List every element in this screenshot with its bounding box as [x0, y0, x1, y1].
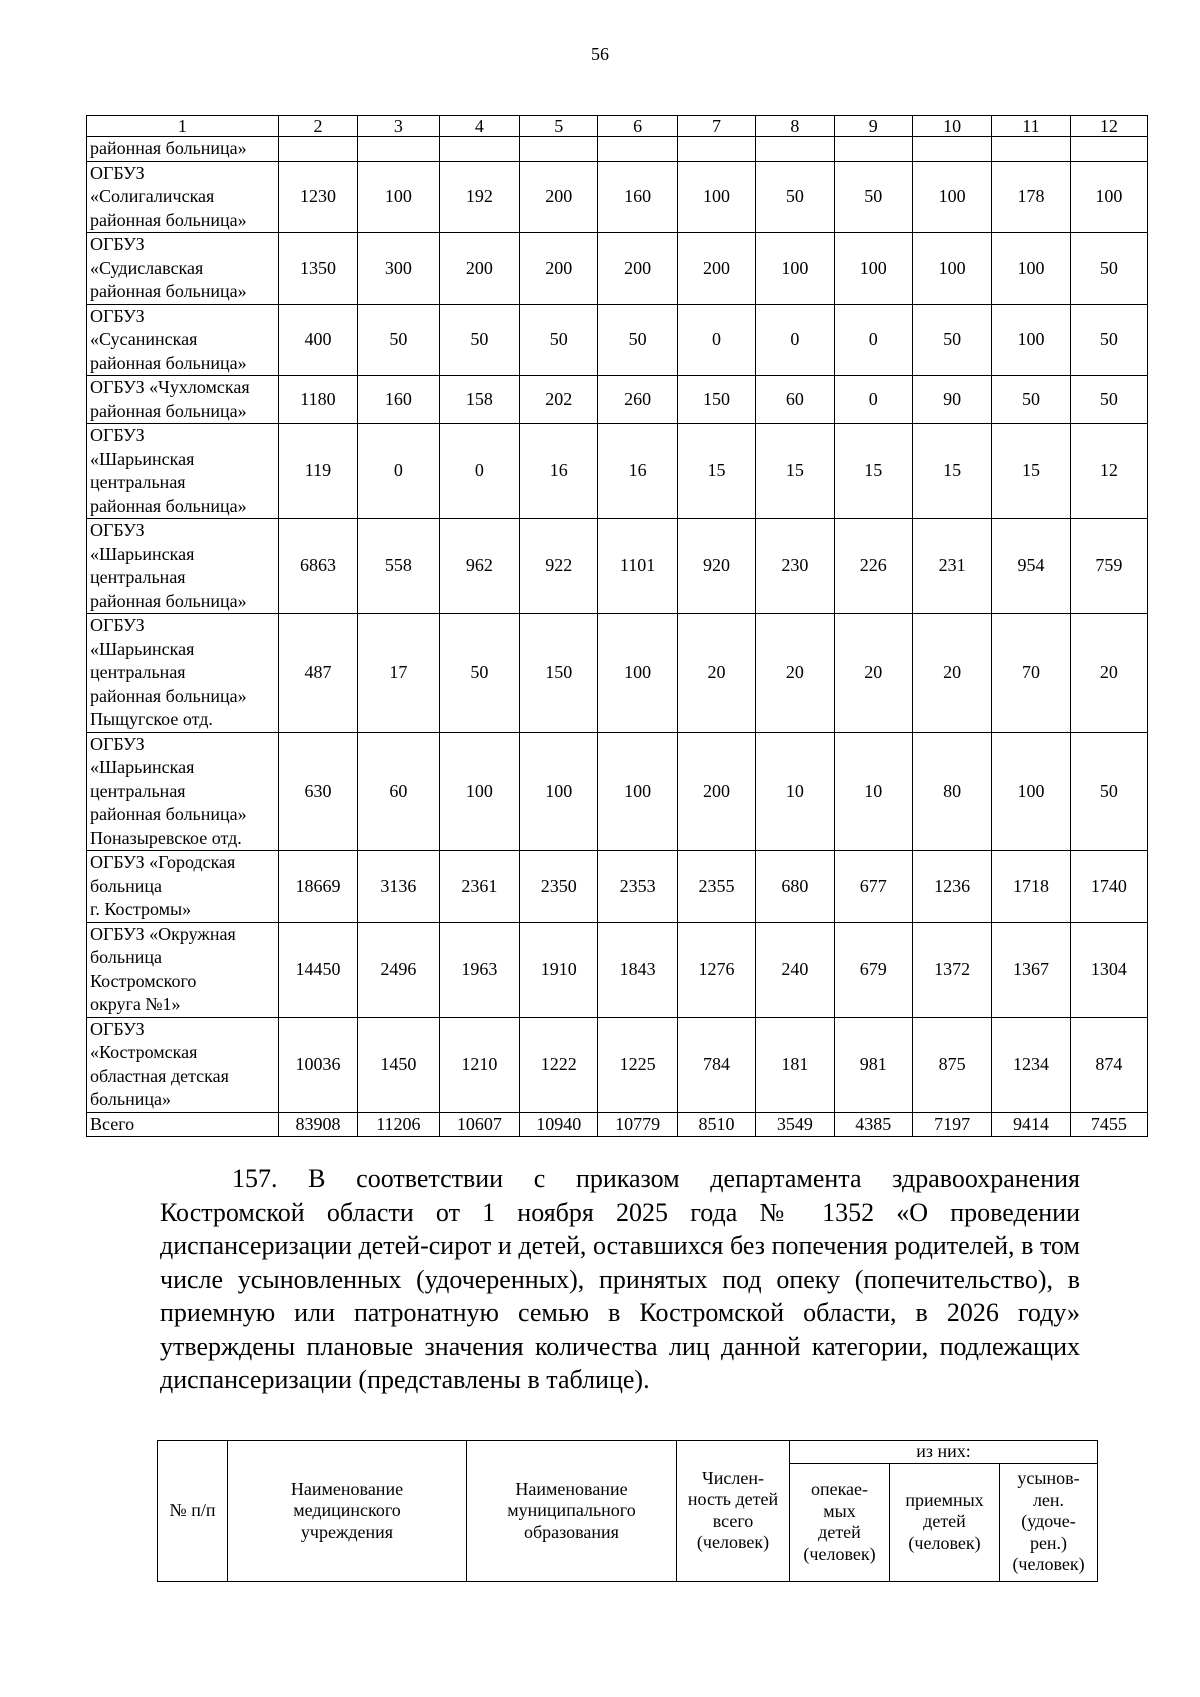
value-cell: 7455 — [1070, 1112, 1147, 1137]
value-cell: 150 — [520, 614, 598, 733]
value-cell: 16 — [520, 424, 598, 519]
table-row — [87, 519, 1148, 614]
value-cell: 158 — [439, 376, 519, 424]
value-cell: 60 — [358, 732, 439, 851]
value-cell: 240 — [756, 922, 834, 1017]
value-cell: 202 — [520, 376, 598, 424]
header-line: опекае- — [810, 1479, 869, 1499]
value-cell: 1222 — [520, 1017, 598, 1112]
header-line: (человек) — [1012, 1554, 1085, 1575]
value-cell: 922 — [520, 519, 598, 614]
value-cell: 981 — [834, 1017, 912, 1112]
value-cell: 100 — [756, 233, 834, 305]
value-cell — [358, 137, 439, 162]
institution-name-line: районная больница» — [90, 138, 247, 158]
value-cell: 100 — [912, 161, 991, 233]
institution-name — [87, 161, 279, 233]
value-cell: 83908 — [278, 1112, 357, 1137]
institution-name-line: районная больница» — [90, 495, 247, 516]
value-cell: 10607 — [439, 1112, 519, 1137]
table-row — [87, 614, 1148, 733]
value-cell: 20 — [912, 614, 991, 733]
value-cell: 192 — [439, 161, 519, 233]
column-number-1: 1 — [87, 116, 279, 137]
value-cell: 7197 — [912, 1112, 991, 1137]
table-row — [87, 304, 1148, 376]
header-line: (человек) — [908, 1532, 981, 1553]
value-cell: 1450 — [358, 1017, 439, 1112]
value-cell: 15 — [677, 424, 755, 519]
value-cell: 60 — [756, 376, 834, 424]
paragraph-157 — [160, 1162, 1080, 1397]
column-number-8: 8 — [756, 116, 834, 137]
value-cell: 1225 — [598, 1017, 677, 1112]
value-cell: 558 — [358, 519, 439, 614]
value-cell: 100 — [992, 304, 1070, 376]
value-cell — [520, 137, 598, 162]
value-cell: 784 — [677, 1017, 755, 1112]
value-cell: 0 — [756, 304, 834, 376]
value-cell: 119 — [278, 424, 357, 519]
institution-name-line: «Костромская — [90, 1042, 198, 1062]
header-line: муниципального — [507, 1500, 636, 1520]
value-cell: 8510 — [677, 1112, 755, 1137]
value-cell: 874 — [1070, 1017, 1147, 1112]
column-number-9: 9 — [834, 116, 912, 137]
value-cell — [756, 137, 834, 162]
institution-name-line: районная больница» — [90, 400, 247, 421]
header-line: (человек) — [696, 1532, 770, 1553]
value-cell — [992, 137, 1070, 162]
institution-name-line: районная больница» — [90, 804, 247, 824]
value-cell: 260 — [598, 376, 677, 424]
header-line: рен.) — [1029, 1532, 1068, 1553]
institution-name-line: г. Костромы» — [90, 899, 192, 919]
value-cell — [1070, 137, 1147, 162]
value-cell: 3136 — [358, 851, 439, 923]
column-number-6: 6 — [598, 116, 677, 137]
institution-name-line: областная детская — [90, 1065, 229, 1086]
institution-name — [87, 304, 279, 376]
header-line: ность детей — [687, 1489, 779, 1510]
value-cell: 15 — [992, 424, 1070, 519]
value-cell: 1236 — [912, 851, 991, 923]
header-line: (удоче- — [1021, 1511, 1076, 1532]
orphans-table-header — [157, 1440, 1098, 1582]
table-row — [87, 376, 1148, 424]
value-cell: 160 — [358, 376, 439, 424]
col-municipality-header — [467, 1441, 677, 1582]
value-cell: 1963 — [439, 922, 519, 1017]
institution-name — [87, 851, 279, 923]
value-cell: 200 — [598, 233, 677, 305]
institution-name — [87, 424, 279, 519]
table-row — [87, 851, 1148, 923]
value-cell: 10779 — [598, 1112, 677, 1137]
header-line: медицинского — [293, 1500, 401, 1520]
value-cell — [278, 137, 357, 162]
institution-name-line: ОГБУЗ — [90, 162, 145, 183]
column-number-3: 3 — [358, 116, 439, 137]
value-cell: 50 — [1070, 732, 1147, 851]
value-cell: 18669 — [278, 851, 357, 923]
institution-name — [87, 614, 279, 733]
institution-name-line: округа №1» — [90, 994, 181, 1014]
value-cell: 100 — [992, 732, 1070, 851]
col-institution-header — [228, 1441, 467, 1582]
institution-name-line: центральная — [90, 780, 186, 801]
header-line: учреждения — [300, 1521, 394, 1542]
value-cell: 400 — [278, 304, 357, 376]
value-cell: 20 — [756, 614, 834, 733]
institution-name-line: районная больница» — [90, 685, 247, 706]
institution-name-line: «Шарьинская — [90, 448, 195, 469]
institution-name-line: Поназыревское отд. — [90, 827, 242, 848]
value-cell: 100 — [677, 161, 755, 233]
institution-name-line: ОГБУЗ — [90, 520, 145, 540]
value-cell: 20 — [677, 614, 755, 733]
value-cell: 100 — [992, 233, 1070, 305]
value-cell: 90 — [912, 376, 991, 424]
value-cell: 200 — [520, 161, 598, 233]
value-cell: 10 — [834, 732, 912, 851]
institution-name-line: больница» — [90, 1089, 171, 1109]
institution-name — [87, 519, 279, 614]
institution-name-line: «Шарьинская — [90, 638, 195, 659]
value-cell: 14450 — [278, 922, 357, 1017]
value-cell: 2355 — [677, 851, 755, 923]
value-cell: 11206 — [358, 1112, 439, 1137]
column-number-12: 12 — [1070, 116, 1147, 137]
value-cell: 20 — [834, 614, 912, 733]
value-cell: 1276 — [677, 922, 755, 1017]
value-cell: 2353 — [598, 851, 677, 923]
institution-name-line: больница — [90, 947, 162, 967]
value-cell: 680 — [756, 851, 834, 923]
institution-name — [87, 1112, 279, 1137]
table-row — [87, 922, 1148, 1017]
value-cell: 487 — [278, 614, 357, 733]
value-cell: 100 — [598, 614, 677, 733]
institution-name-line: ОГБУЗ — [90, 615, 145, 635]
value-cell: 1718 — [992, 851, 1070, 923]
value-cell: 100 — [520, 732, 598, 851]
institution-name-line: центральная — [90, 472, 186, 492]
value-cell: 15 — [756, 424, 834, 519]
paragraph-text: 157. В соответствии с приказом департамента здравоохранения Костромской области от 1 ноября 2025 года № 1352 «О проведении диспансеризации детей-сирот и детей, оставшихся без попечения родителей, в том числе усыновленных (удочеренных), принятых под опеку (попечительство), в приемную или патронатную семью в Костромской области, в 2026 году» утверждены плановые значения количества лиц данной категории, подлежащих диспансеризации (представлены в таблице). — [160, 1164, 1080, 1394]
header-line: Числен- — [702, 1467, 764, 1488]
value-cell: 150 — [677, 376, 755, 424]
value-cell: 759 — [1070, 519, 1147, 614]
value-cell: 181 — [756, 1017, 834, 1112]
institution-name-line: ОГБУЗ «Окружная — [90, 923, 236, 944]
value-cell: 17 — [358, 614, 439, 733]
institution-name — [87, 732, 279, 851]
value-cell: 1304 — [1070, 922, 1147, 1017]
header-line: (человек) — [803, 1543, 876, 1564]
group-header: из них: — [790, 1441, 1098, 1464]
value-cell: 100 — [1070, 161, 1147, 233]
institution-name-line: районная больница» — [90, 209, 247, 230]
institutions-table — [86, 115, 1148, 1137]
institution-name — [87, 922, 279, 1017]
header-line: Наименование — [515, 1478, 628, 1499]
institution-name-line: Пыщугское отд. — [90, 709, 213, 729]
value-cell: 50 — [1070, 233, 1147, 305]
value-cell: 1740 — [1070, 851, 1147, 923]
institution-name-line: районная больница» — [90, 281, 247, 301]
institution-name-line: «Судиславская — [90, 257, 204, 278]
table-row — [87, 1017, 1148, 1112]
value-cell: 15 — [912, 424, 991, 519]
value-cell: 50 — [756, 161, 834, 233]
value-cell: 100 — [598, 732, 677, 851]
value-cell: 50 — [520, 304, 598, 376]
value-cell: 50 — [358, 304, 439, 376]
value-cell — [598, 137, 677, 162]
value-cell: 100 — [834, 233, 912, 305]
value-cell: 100 — [358, 161, 439, 233]
value-cell: 1210 — [439, 1017, 519, 1112]
value-cell: 178 — [992, 161, 1070, 233]
value-cell: 300 — [358, 233, 439, 305]
institution-name-line: «Солигаличская — [90, 186, 215, 206]
table-row — [87, 1112, 1148, 1137]
column-number-4: 4 — [439, 116, 519, 137]
value-cell: 50 — [992, 376, 1070, 424]
value-cell: 50 — [834, 161, 912, 233]
value-cell: 0 — [834, 376, 912, 424]
value-cell: 200 — [677, 732, 755, 851]
header-line: всего — [712, 1510, 754, 1531]
col-total-header — [677, 1441, 790, 1582]
value-cell: 226 — [834, 519, 912, 614]
value-cell — [912, 137, 991, 162]
header-line: детей — [818, 1522, 861, 1542]
value-cell: 0 — [834, 304, 912, 376]
value-cell: 6863 — [278, 519, 357, 614]
value-cell: 630 — [278, 732, 357, 851]
value-cell: 1910 — [520, 922, 598, 1017]
header-line: лен. — [1032, 1489, 1065, 1510]
value-cell: 0 — [677, 304, 755, 376]
value-cell: 0 — [358, 424, 439, 519]
value-cell: 50 — [1070, 376, 1147, 424]
value-cell: 1230 — [278, 161, 357, 233]
value-cell: 9414 — [992, 1112, 1070, 1137]
institution-name-line: ОГБУЗ — [90, 1018, 145, 1039]
value-cell: 679 — [834, 922, 912, 1017]
institution-name-line: районная больница» — [90, 590, 247, 611]
institution-name-line: ОГБУЗ — [90, 305, 145, 326]
value-cell: 920 — [677, 519, 755, 614]
table-row — [87, 732, 1148, 851]
value-cell — [677, 137, 755, 162]
institution-name-line: Всего — [90, 1113, 135, 1134]
header-row — [87, 116, 1148, 137]
institution-name-line: ОГБУЗ — [90, 425, 145, 445]
table-row — [87, 233, 1148, 305]
value-cell: 2350 — [520, 851, 598, 923]
value-cell: 50 — [598, 304, 677, 376]
value-cell: 20 — [1070, 614, 1147, 733]
header-line: образования — [524, 1521, 619, 1542]
value-cell: 3549 — [756, 1112, 834, 1137]
value-cell: 200 — [439, 233, 519, 305]
column-number-2: 2 — [278, 116, 357, 137]
value-cell: 50 — [1070, 304, 1147, 376]
value-cell: 200 — [520, 233, 598, 305]
column-number-5: 5 — [520, 116, 598, 137]
table-row — [87, 161, 1148, 233]
header-line: приемных — [905, 1489, 984, 1510]
value-cell: 962 — [439, 519, 519, 614]
value-cell: 10036 — [278, 1017, 357, 1112]
value-cell: 50 — [439, 304, 519, 376]
institution-name — [87, 233, 279, 305]
value-cell: 0 — [439, 424, 519, 519]
header-line: Наименование — [290, 1478, 404, 1499]
value-cell: 100 — [912, 233, 991, 305]
institution-name-line: ОГБУЗ — [90, 234, 145, 254]
institution-name — [87, 1017, 279, 1112]
header-line: мых — [823, 1500, 856, 1521]
value-cell: 1101 — [598, 519, 677, 614]
value-cell — [834, 137, 912, 162]
institution-name-line: ОГБУЗ — [90, 733, 145, 754]
column-number-10: 10 — [912, 116, 991, 137]
value-cell: 10 — [756, 732, 834, 851]
institution-name-line: больница — [90, 875, 162, 896]
table-row — [87, 424, 1148, 519]
institution-name — [87, 137, 279, 162]
institution-name-line: «Шарьинская — [90, 757, 195, 777]
institution-name-line: центральная — [90, 567, 186, 587]
institution-name-line: ОГБУЗ «Чухломская — [90, 377, 250, 397]
sub-adopted-header — [1000, 1463, 1098, 1581]
value-cell: 200 — [677, 233, 755, 305]
value-cell: 160 — [598, 161, 677, 233]
value-cell: 1180 — [278, 376, 357, 424]
value-cell: 2361 — [439, 851, 519, 923]
value-cell: 230 — [756, 519, 834, 614]
value-cell: 954 — [992, 519, 1070, 614]
value-cell: 12 — [1070, 424, 1147, 519]
value-cell: 80 — [912, 732, 991, 851]
value-cell: 231 — [912, 519, 991, 614]
value-cell: 875 — [912, 1017, 991, 1112]
header-line: усынов- — [1017, 1468, 1080, 1489]
institution-name-line: Костромского — [90, 970, 197, 991]
value-cell: 50 — [912, 304, 991, 376]
value-cell: 1367 — [992, 922, 1070, 1017]
institution-name-line: ОГБУЗ «Городская — [90, 852, 236, 872]
value-cell: 1350 — [278, 233, 357, 305]
value-cell: 70 — [992, 614, 1070, 733]
value-cell: 2496 — [358, 922, 439, 1017]
page-number: 56 — [591, 44, 609, 64]
sub-foster-header — [890, 1463, 1000, 1581]
table-row — [87, 137, 1148, 162]
value-cell: 677 — [834, 851, 912, 923]
institution-name-line: районная больница» — [90, 352, 247, 373]
value-cell: 15 — [834, 424, 912, 519]
column-number-7: 7 — [677, 116, 755, 137]
value-cell: 4385 — [834, 1112, 912, 1137]
value-cell: 100 — [439, 732, 519, 851]
institution-name-line: «Шарьинская — [90, 543, 195, 564]
value-cell: 10940 — [520, 1112, 598, 1137]
value-cell: 1372 — [912, 922, 991, 1017]
col-num-header: № п/п — [158, 1441, 228, 1582]
header-line: детей — [923, 1511, 966, 1532]
value-cell: 16 — [598, 424, 677, 519]
value-cell: 50 — [439, 614, 519, 733]
value-cell: 1843 — [598, 922, 677, 1017]
value-cell: 1234 — [992, 1017, 1070, 1112]
column-number-11: 11 — [992, 116, 1070, 137]
value-cell — [439, 137, 519, 162]
institution-name-line: «Сусанинская — [90, 329, 198, 349]
institution-name — [87, 376, 279, 424]
institution-name-line: центральная — [90, 662, 186, 682]
sub-guardian-header — [790, 1463, 890, 1581]
